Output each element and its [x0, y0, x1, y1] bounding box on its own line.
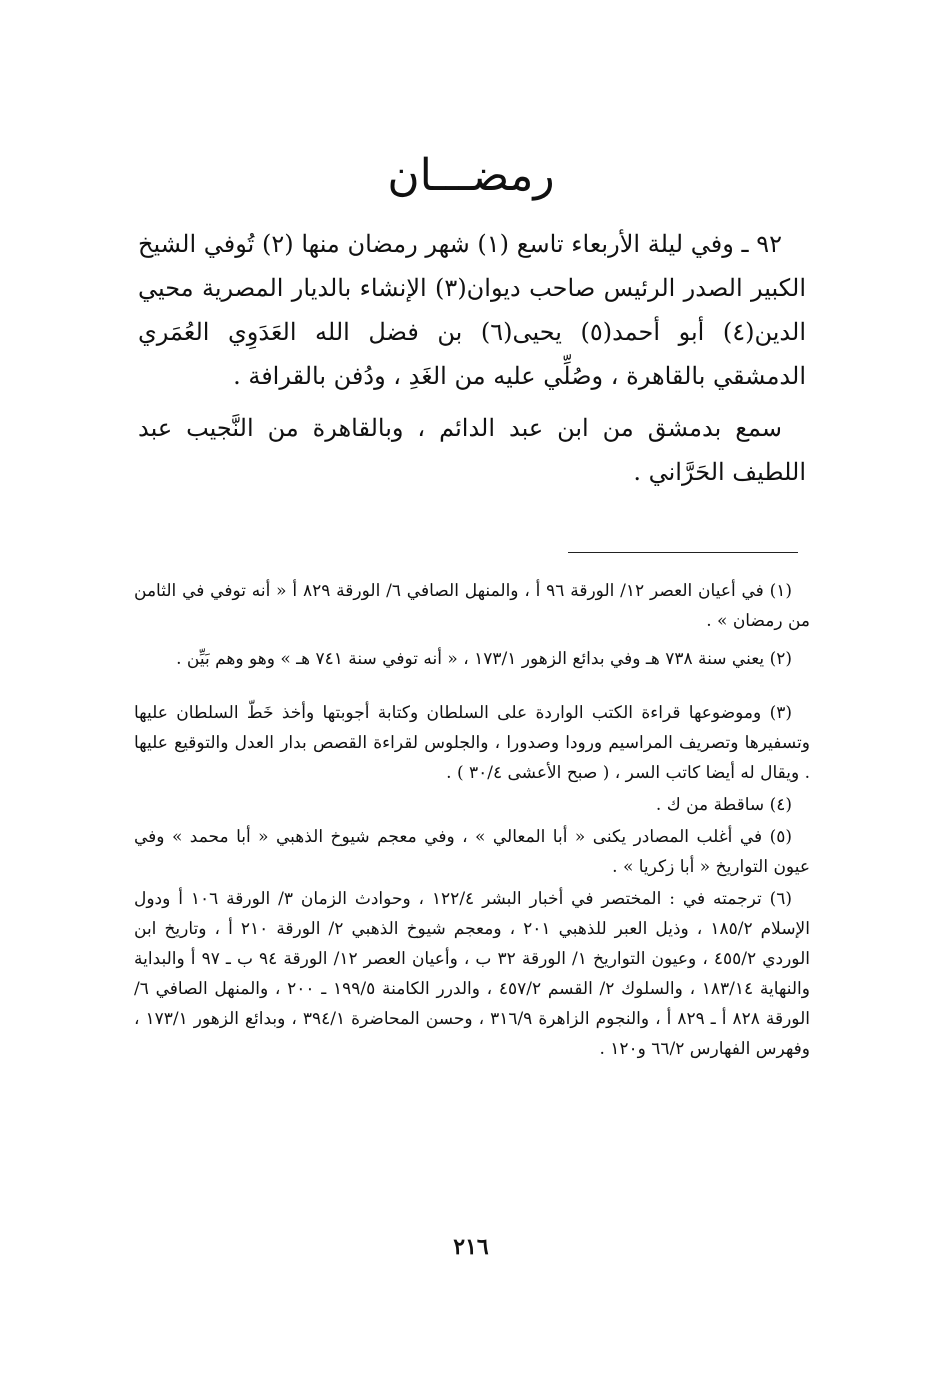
footnote-1: (١) في أعيان العصر ١٢/ الورقة ٩٦ أ ، والمنهل الصافي ٦/ الورقة ٨٢٩ أ « أنه توفي في الثامن من رمضان » .	[134, 581, 810, 631]
footnote-divider	[568, 552, 798, 553]
chapter-title: رمضـــان	[387, 150, 555, 201]
footnote-5: (٥) في أغلب المصادر يكنى « أبا المعالي » ، وفي معجم شيوخ الذهبي « أبا محمد » وفي عيون التواريخ « أبا زكريا » .	[134, 827, 810, 877]
footnote-3: (٣) وموضوعها قراءة الكتب الواردة على السلطان وكتابة أجوبتها وأخذ خَطّ السلطان عليها وتسفيرها وتصريف المراسيم ورودا وصدورا ، والجلوس لقراءة القصص بدار العدل والتوقيع عليها . ويقال له أيضا كاتب السر ، ( صبح الأعشى ٣٠/٤ ) .	[134, 703, 810, 783]
main-text	[138, 222, 806, 502]
page-number: ٢١٦	[453, 1234, 489, 1260]
footnote-4: (٤) ساقطة من ك .	[655, 795, 792, 815]
footnotes	[134, 576, 810, 1072]
footnote-2: (٢) يعني سنة ٧٣٨ هـ وفي بدائع الزهور ١٧٣/١ ، « أنه توفي سنة ٧٤١ هـ » وهو وهم بَيِّن .	[176, 649, 792, 669]
footnote-6: (٦) ترجمته في : المختصر في أخبار البشر ١٢٢/٤ ، وحوادث الزمان ٣/ الورقة ١٠٦ أ ودول الإسلام ١٨٥/٢ ، وذيل العبر للذهبي ٢٠١ ، ومعجم شيوخ الذهبي ٢/ الورقة ٢١٠ أ ، وتاريخ ابن الوردي ٤٥٥/٢ ، وعيون التواريخ ١/ الورقة ٣٢ ب ، وأعيان العصر ١٢/ الورقة ٩٤ ب ـ ٩٧ أ والبداية والنهاية ١٨٣/١٤ ، والسلوك ٢/ القسم ٤٥٧/٢ ، والدرر الكامنة ١٩٩/٥ ـ ٢٠٠ ، والمنهل الصافي ٦/ الورقة ٨٢٨ أ ـ ٨٢٩ أ ، والنجوم الزاهرة ٣١٦/٩ ، وحسن المحاضرة ٣٩٤/١ ، وبدائع الزهور ١٧٣/١ ، وفهرس الفهارس ٦٦/٢ و١٢٠ .	[134, 889, 810, 1059]
entry-paragraph-1: ٩٢ ـ وفي ليلة الأربعاء تاسع (١) شهر رمضان منها (٢) تُوفي الشيخ الكبير الصدر الرئيس صاحب ديوان(٣) الإنشاء بالديار المصرية محيي الدين(٤) أبو أحمد(٥) يحيى(٦) بن فضل الله العَدَوِي العُمَري الدمشقي بالقاهرة ، وصُلِّي عليه من الغَدِ ، ودُفن بالقرافة .	[138, 230, 806, 390]
entry-paragraph-2: سمع بدمشق من ابن عبد الدائم ، وبالقاهرة من النَّجيب عبد اللطيف الحَرَّاني .	[138, 414, 806, 486]
